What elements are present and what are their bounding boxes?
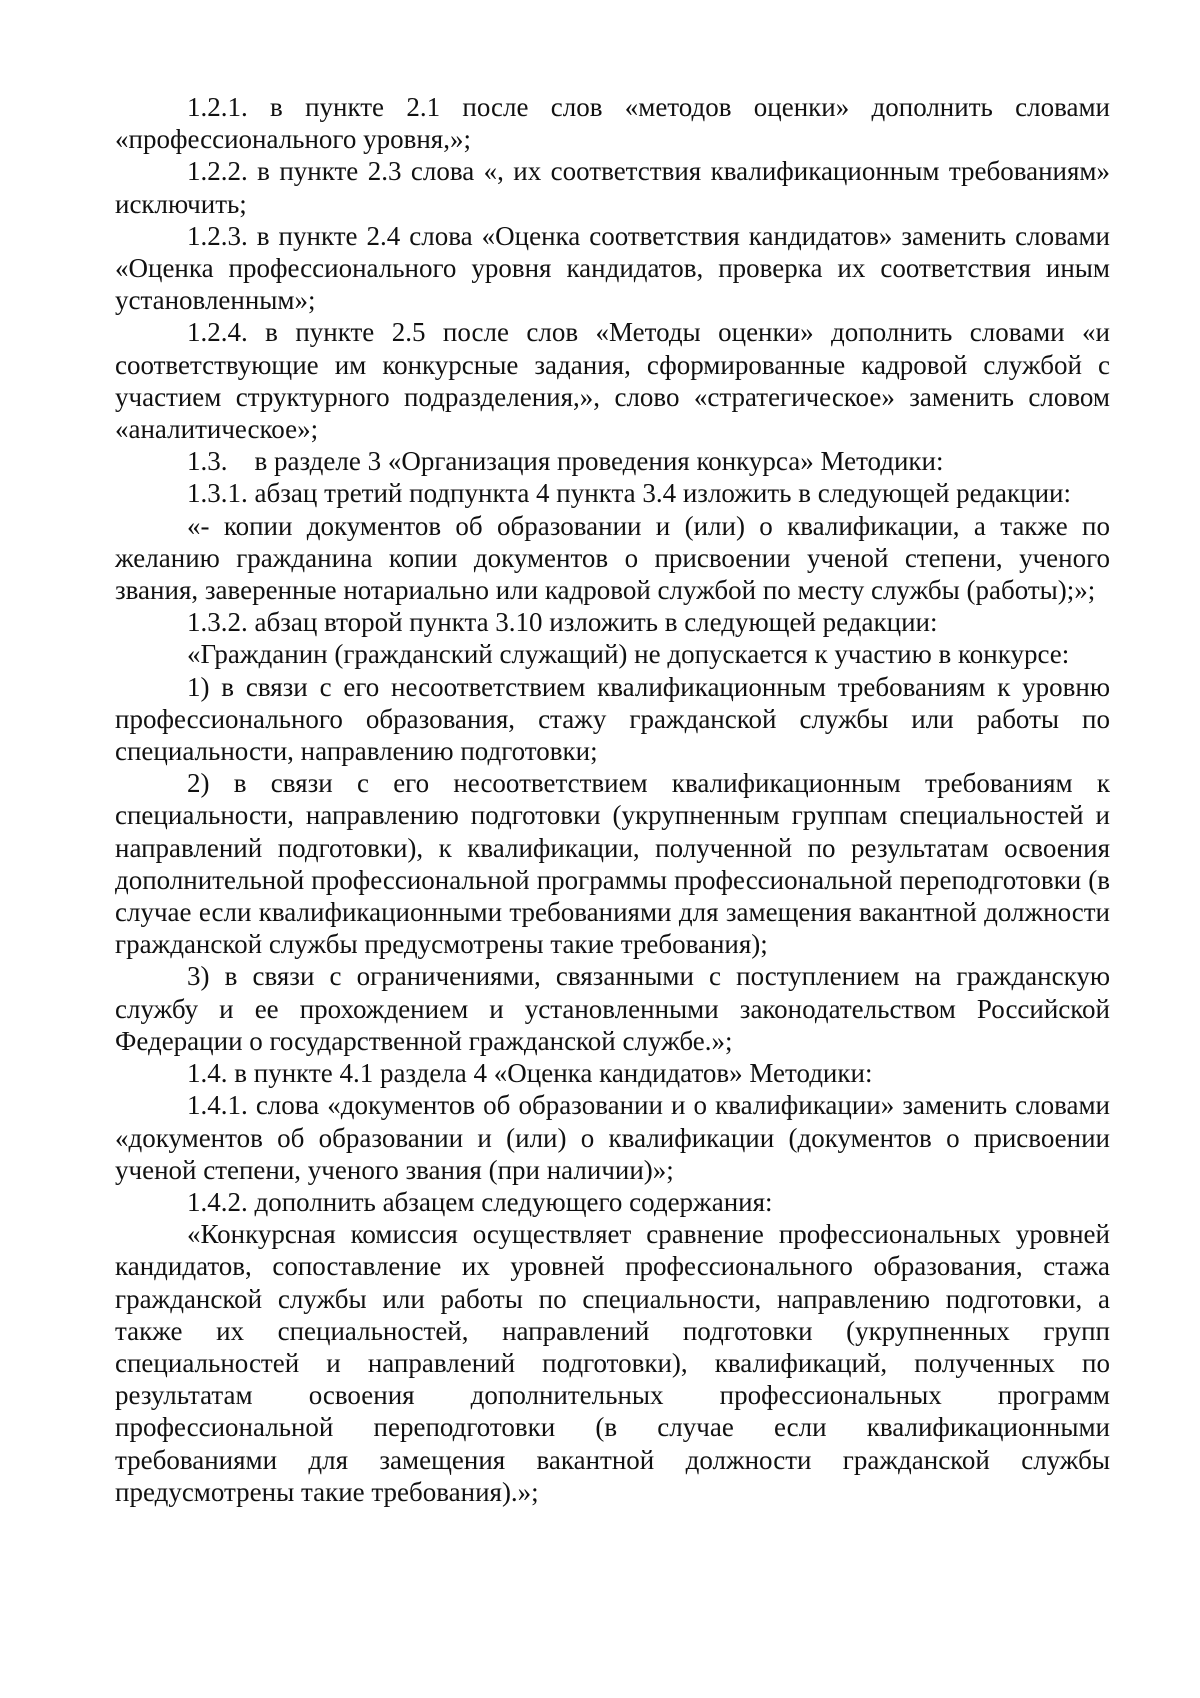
paragraph-citizen-not-admitted: «Гражданин (гражданский служащий) не допускается к участию в конкурсе: [187,639,1070,670]
paragraph-1-4-2: 1.4.2. дополнить абзацем следующего содержания: [187,1186,773,1217]
list-item-3: 3) в связи с ограничениями, связанными с поступлением на гражданскую службу и ее прохождением и установленными законодательством Российской Федерации о государственной гражданской службе.»; [115,961,1110,1056]
paragraph-1-3: 1.3. в разделе 3 «Организация проведения конкурса» Методики: [187,446,944,477]
list-item-2: 2) в связи с его несоответствием квалификационным требованиям к специальности, направлению подготовки (укрупненным группам специальностей и направлений подготовки), к квалификации, полученной по результатам освоения дополнительной профессиональной программы профессиональной переподготовки (в случае если квалификационными требованиями для замещения вакантной должности гражданской службы предусмотрены такие требования); [115,768,1110,960]
paragraph-1-2-1: 1.2.1. в пункте 2.1 после слов «методов оценки» дополнить словами «профессионального уровня,»; [115,92,1110,155]
paragraph-1-3-2: 1.3.2. абзац второй пункта 3.10 изложить в следующей редакции: [187,607,938,638]
paragraph-quote-commission: «Конкурсная комиссия осуществляет сравнение профессиональных уровней кандидатов, сопоставление их уровней профессионального образования, стажа гражданской службы или работы по специальности, направлению подготовки, а также их специальностей, направлений подготовки (укрупненных групп специальностей и направлений подготовки), квалификаций, полученных по результатам освоения дополнительных профессиональных программ профессиональной переподготовки (в случае если квалификационными требованиями для замещения вакантной должности гражданской службы предусмотрены такие требования).»; [115,1219,1110,1507]
document-page [115,91,1110,1508]
paragraph-quote-copies: «- копии документов об образовании и (или) о квалификации, а также по желанию гражданина копии документов о присвоении ученой степени, ученого звания, заверенные нотариально или кадровой службой по месту службы (работы);»; [115,510,1110,606]
paragraph-1-2-3: 1.2.3. в пункте 2.4 слова «Оценка соответствия кандидатов» заменить словами «Оценка профессионального уровня кандидатов, проверка их соответствия иным установленным»; [115,220,1110,316]
paragraph-1-4: 1.4. в пункте 4.1 раздела 4 «Оценка кандидатов» Методики: [187,1058,873,1089]
paragraph-1-2-2: 1.2.2. в пункте 2.3 слова «, их соответствия квалификационным требованиям» исключить; [115,156,1110,219]
paragraph-1-3-1: 1.3.1. абзац третий подпункта 4 пункта 3.4 изложить в следующей редакции: [187,478,1071,509]
paragraph-1-2-4: 1.2.4. в пункте 2.5 после слов «Методы оценки» дополнить словами «и соответствующие им конкурсные задания, сформированные кадровой службой с участием структурного подразделения,», слово «стратегическое» заменить словом «аналитическое»; [115,317,1110,445]
paragraph-1-4-1: 1.4.1. слова «документов об образовании и о квалификации» заменить словами «документов об образовании и (или) о квалификации (документов о присвоении ученой степени, ученого звания (при наличии)»; [115,1090,1110,1185]
list-item-1: 1) в связи с его несоответствием квалификационным требованиям к уровню профессионального образования, стажу гражданской службы или работы по специальности, направлению подготовки; [115,671,1110,767]
